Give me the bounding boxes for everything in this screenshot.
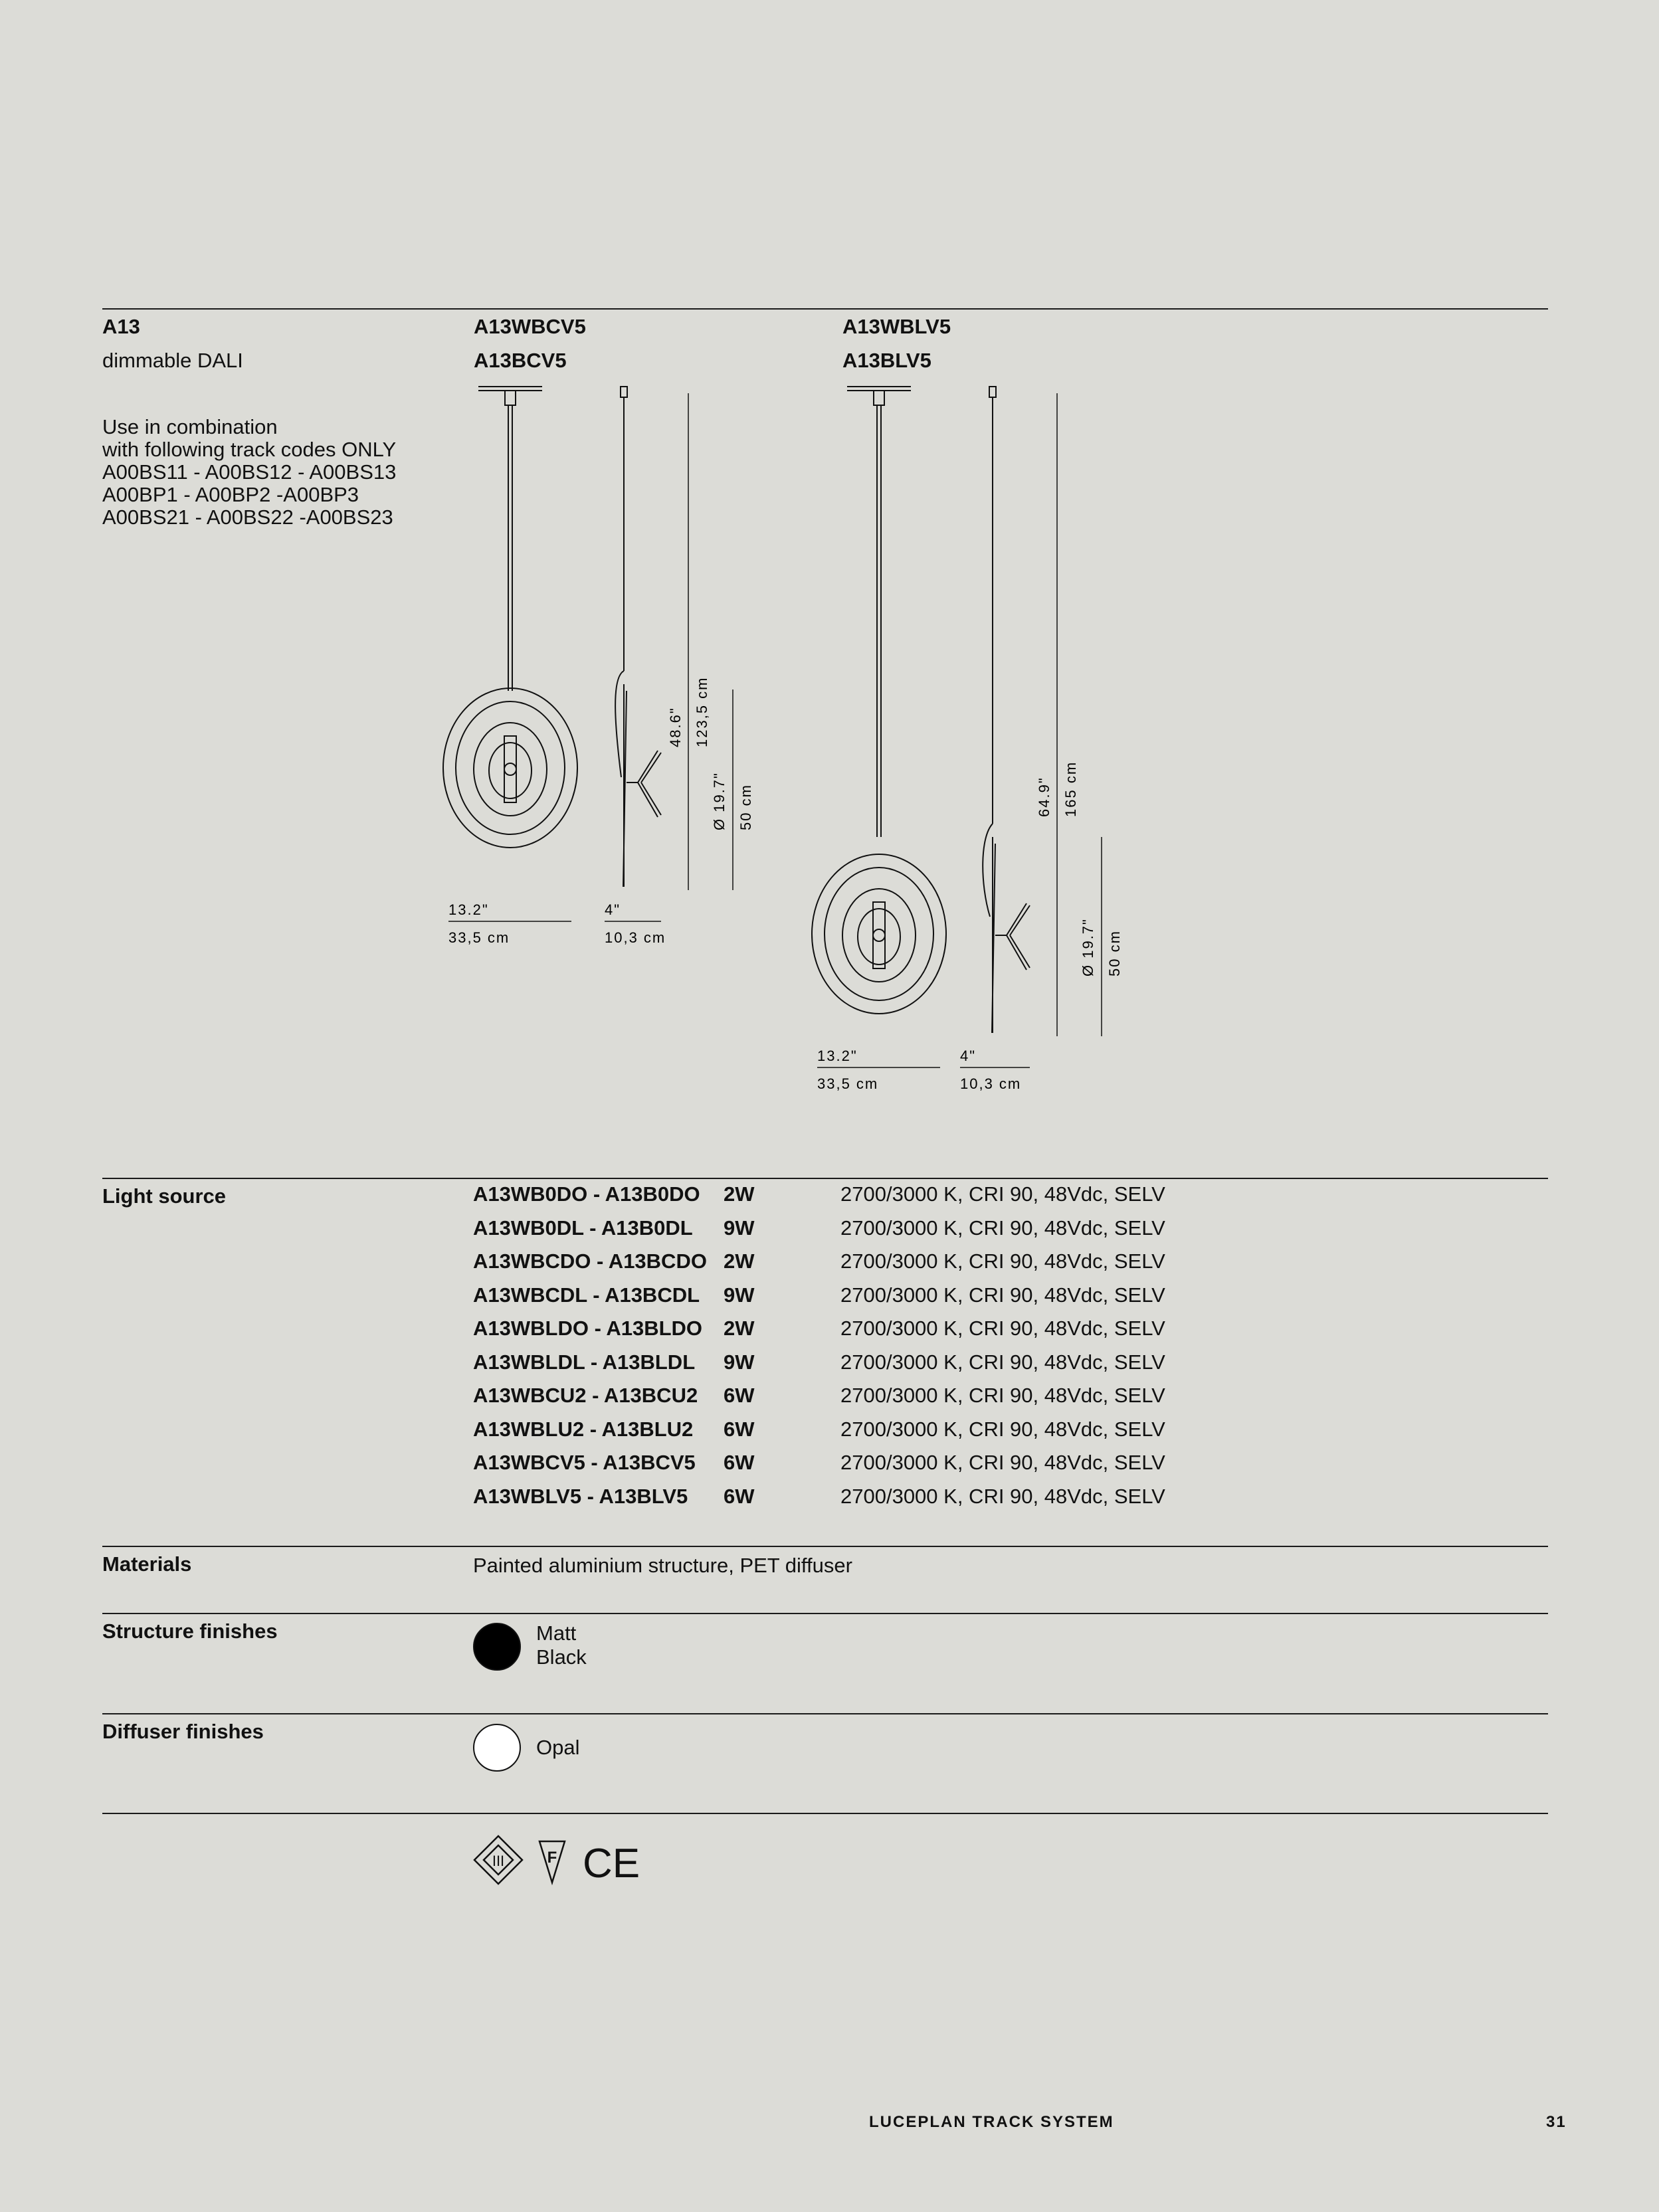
light-source-spec: 2700/3000 K, CRI 90, 48Vdc, SELV: [840, 1317, 1165, 1340]
width-in-a: 13.2": [448, 901, 489, 918]
height-in-a: 48.6": [667, 707, 684, 747]
front-view-a: [443, 387, 577, 848]
light-source-code: A13WBCU2 - A13BCU2: [473, 1384, 698, 1407]
light-source-wattage: 9W: [724, 1283, 755, 1307]
control-type: dimmable DALI: [102, 349, 243, 372]
materials-value: Painted aluminium structure, PET diffuser: [473, 1554, 852, 1577]
note-line: Use in combination: [102, 415, 278, 438]
note-line: A00BS11 - A00BS12 - A00BS13: [102, 460, 397, 484]
depth-in-b: 4": [960, 1048, 977, 1064]
note-line: A00BS21 - A00BS22 -A00BS23: [102, 506, 393, 529]
light-source-code: A13WBLU2 - A13BLU2: [473, 1417, 694, 1441]
variant-a-code-1: A13WBCV5: [474, 315, 586, 338]
light-source-code: A13WBLDO - A13BLDO: [473, 1317, 703, 1340]
width-cm-b: 33,5 cm: [817, 1075, 879, 1092]
light-source-spec: 2700/3000 K, CRI 90, 48Vdc, SELV: [840, 1182, 1165, 1206]
structure-finish-name: [536, 1621, 587, 1669]
light-source-code: A13WBCDO - A13BCDO: [473, 1249, 707, 1273]
rule-diffuser: [102, 1713, 1548, 1714]
rule-structure: [102, 1613, 1548, 1614]
light-source-table: [473, 1182, 1403, 1515]
height-cm-b: 165 cm: [1062, 761, 1079, 817]
light-source-wattage: 6W: [724, 1417, 755, 1441]
side-view-b: [983, 387, 1030, 1033]
structure-finishes-label: Structure finishes: [102, 1619, 278, 1643]
light-source-spec: 2700/3000 K, CRI 90, 48Vdc, SELV: [840, 1216, 1165, 1240]
light-source-code: A13WBLV5 - A13BLV5: [473, 1484, 688, 1508]
footer-brand: LUCEPLAN TRACK SYSTEM: [869, 2113, 1114, 2131]
light-source-spec: 2700/3000 K, CRI 90, 48Vdc, SELV: [840, 1384, 1165, 1407]
width-cm-a: 33,5 cm: [448, 929, 510, 946]
width-in-b: 13.2": [817, 1048, 858, 1064]
certification-marks: [473, 1835, 646, 1888]
front-view-b: [812, 387, 946, 1014]
rule-light-source: [102, 1178, 1548, 1179]
diffuser-finishes-label: Diffuser finishes: [102, 1720, 264, 1743]
diffuser-cm-a: 50 cm: [737, 784, 754, 830]
light-source-wattage: 6W: [724, 1484, 755, 1508]
finish-name-line: Matt: [536, 1621, 577, 1645]
light-source-label: Light source: [102, 1184, 227, 1208]
finish-name-line: Black: [536, 1645, 587, 1669]
note-line: with following track codes ONLY: [102, 438, 397, 461]
model-title: A13: [102, 315, 140, 338]
variant-b-code-1: A13WBLV5: [842, 315, 951, 338]
compatibility-note: [102, 416, 396, 529]
diffuser-cm-b: 50 cm: [1106, 930, 1123, 976]
rule-bottom: [102, 1813, 1548, 1814]
light-source-spec: 2700/3000 K, CRI 90, 48Vdc, SELV: [840, 1249, 1165, 1273]
diffuser-in-a: Ø 19.7": [711, 772, 728, 830]
light-source-code: A13WBCDL - A13BCDL: [473, 1283, 700, 1307]
depth-cm-a: 10,3 cm: [605, 929, 666, 946]
matt-black-swatch: [473, 1623, 521, 1671]
light-source-wattage: 2W: [724, 1182, 755, 1206]
rule-materials: [102, 1546, 1548, 1547]
depth-in-a: 4": [605, 901, 621, 918]
rule-top: [102, 308, 1548, 310]
page-number: 31: [1546, 2113, 1567, 2131]
side-view-a: [615, 387, 661, 887]
light-source-wattage: 9W: [724, 1216, 755, 1240]
height-in-b: 64.9": [1036, 777, 1052, 817]
svg-text:F: F: [547, 1849, 557, 1867]
light-source-code: A13WB0DL - A13B0DL: [473, 1216, 693, 1240]
height-cm-a: 123,5 cm: [694, 676, 710, 747]
opal-swatch: [473, 1724, 521, 1772]
drawing-a: [432, 379, 804, 957]
light-source-wattage: 9W: [724, 1350, 755, 1374]
variant-b-code-2: A13BLV5: [842, 349, 931, 372]
light-source-spec: 2700/3000 K, CRI 90, 48Vdc, SELV: [840, 1350, 1165, 1374]
f-mark-icon: [539, 1841, 565, 1883]
diffuser-finish-name: Opal: [536, 1736, 580, 1759]
ce-mark-icon: CE: [583, 1841, 640, 1887]
light-source-code: A13WBCV5 - A13BCV5: [473, 1451, 696, 1474]
light-source-code: A13WBLDL - A13BLDL: [473, 1350, 696, 1374]
class-iii-icon: [474, 1836, 522, 1884]
materials-label: Materials: [102, 1552, 192, 1576]
variant-a-code-2: A13BCV5: [474, 349, 567, 372]
light-source-wattage: 2W: [724, 1317, 755, 1340]
note-line: A00BP1 - A00BP2 -A00BP3: [102, 483, 359, 506]
light-source-wattage: 6W: [724, 1451, 755, 1474]
light-source-wattage: 2W: [724, 1249, 755, 1273]
light-source-spec: 2700/3000 K, CRI 90, 48Vdc, SELV: [840, 1451, 1165, 1474]
light-source-spec: 2700/3000 K, CRI 90, 48Vdc, SELV: [840, 1484, 1165, 1508]
diffuser-in-b: Ø 19.7": [1080, 918, 1096, 976]
drawing-b: [801, 379, 1173, 1103]
light-source-spec: 2700/3000 K, CRI 90, 48Vdc, SELV: [840, 1283, 1165, 1307]
depth-cm-b: 10,3 cm: [960, 1075, 1022, 1092]
svg-text:III: III: [492, 1853, 505, 1869]
light-source-wattage: 6W: [724, 1384, 755, 1407]
light-source-code: A13WB0DO - A13B0DO: [473, 1182, 700, 1206]
light-source-spec: 2700/3000 K, CRI 90, 48Vdc, SELV: [840, 1417, 1165, 1441]
